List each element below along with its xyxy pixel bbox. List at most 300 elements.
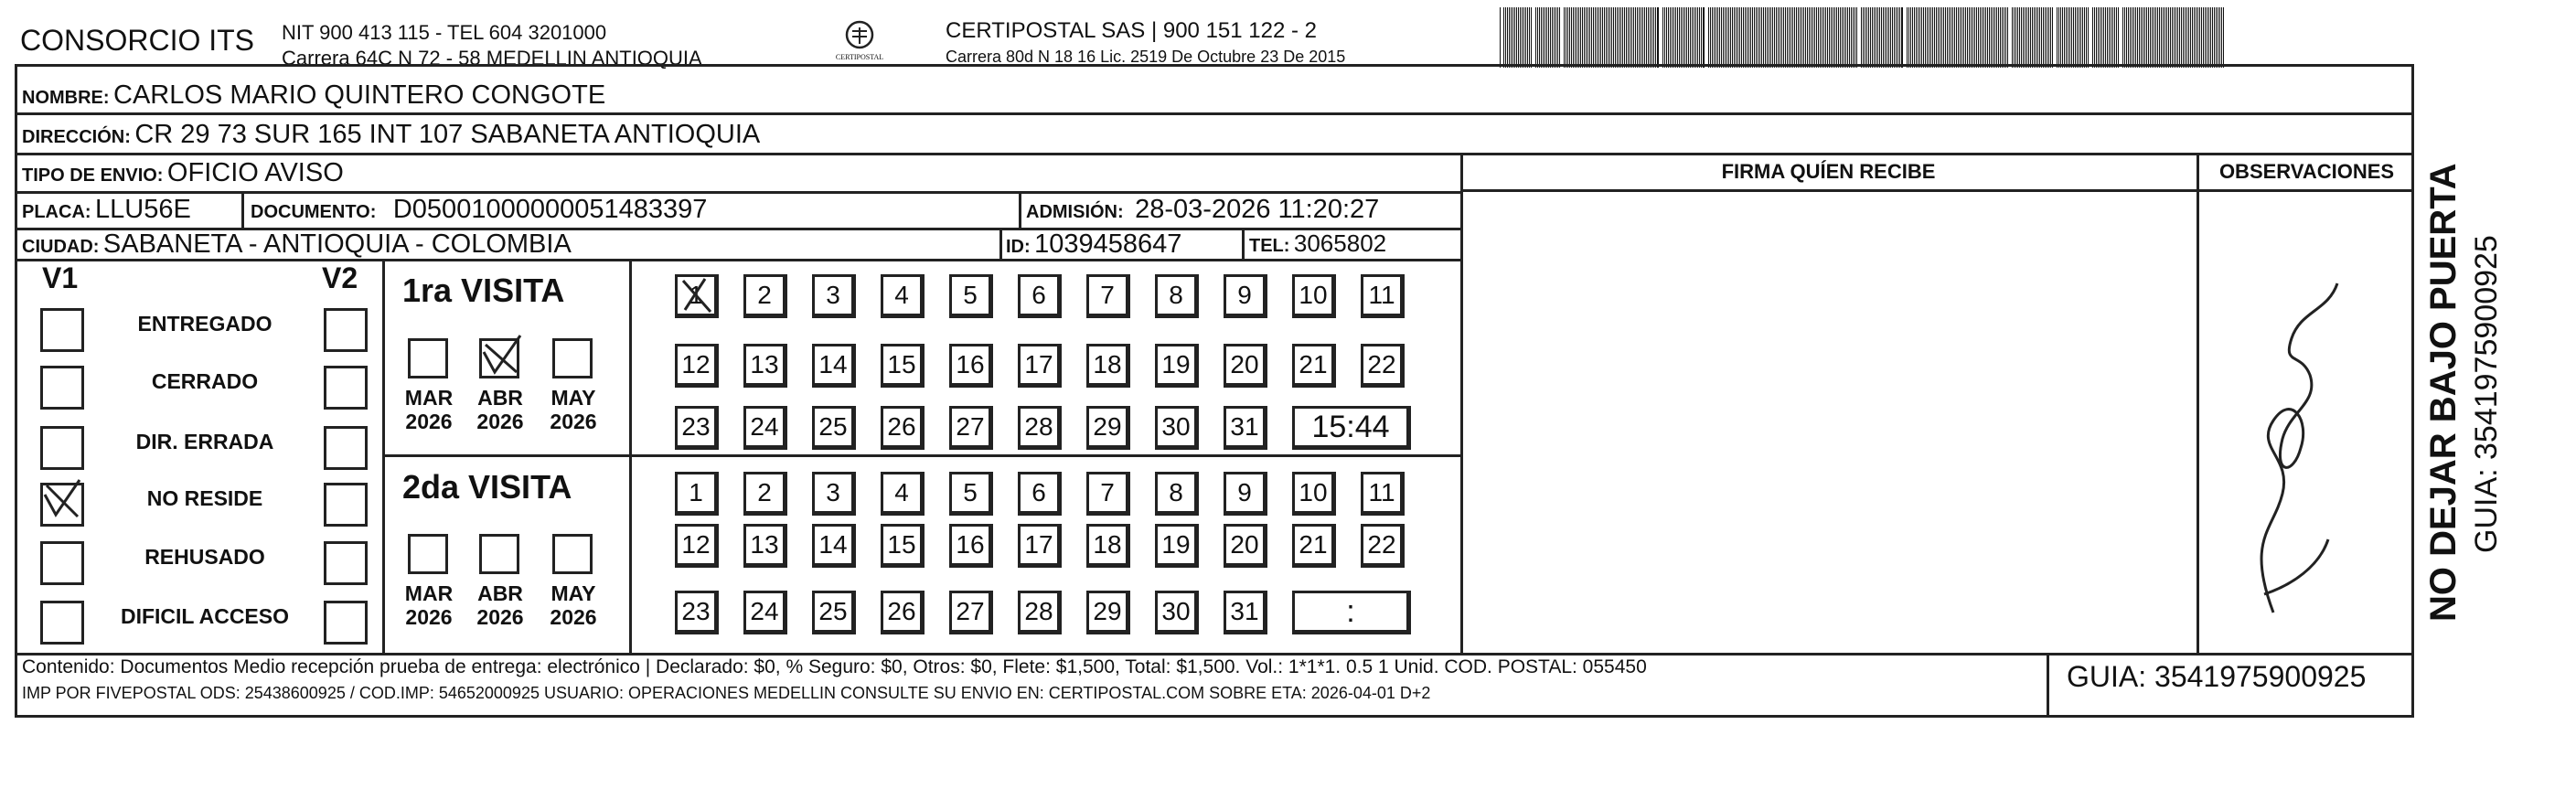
barcode-bar [1958,7,1959,68]
logo-text: CERTIPOSTAL [835,53,884,61]
v2-checkbox[interactable] [324,308,368,352]
barcode-bar [1945,7,1946,68]
certipostal-logo [832,18,887,69]
barcode-bar [2221,7,2222,68]
month-label [468,581,532,629]
day-number: 2 [757,281,772,309]
day-box[interactable] [949,591,993,634]
barcode-bar [2034,7,2035,68]
barcode-bar [2109,7,2110,68]
barcode-bar [2197,7,2198,68]
documento-label: DOCUMENTO: [251,202,377,222]
barcode-bar [1615,7,1616,68]
barcode-bar [1586,7,1587,68]
direccion-row [22,120,760,150]
day-box[interactable] [1224,591,1267,634]
admision-cell [1026,195,1379,225]
barcode-bar [1598,7,1599,68]
id-label: ID: [1006,237,1031,257]
barcode-bar [1989,7,1990,68]
footer-imp: IMP POR FIVEPOSTAL ODS: 25438600925 / COD.IMP: 54652000925 USUARIO: OPERACIONES MEDELLIN CONSULTE SU ENVIO EN: CERTIPOSTAL.COM SOBRE ETA: 2026-04-01 D+2 [22,684,1431,702]
day-box[interactable] [881,344,925,388]
barcode-bar [1914,7,1915,68]
barcode-bar [1932,7,1933,68]
month-year: 2026 [550,410,597,433]
barcode-bar [1500,7,1501,68]
barcode-bar [1897,7,1898,68]
barcode-bar [2116,7,2117,68]
barcode-bar [2041,7,2042,68]
barcode-bar [2014,7,2015,68]
day-number: 15 [887,350,916,378]
time-value: : [1346,594,1355,629]
barcode-bar [2057,7,2058,68]
day-box[interactable] [1292,524,1336,568]
barcode-bar [1805,7,1806,68]
barcode-bar [2214,7,2215,68]
barcode-bar [2069,7,2070,68]
day-box[interactable] [812,524,856,568]
barcode-bar [1673,7,1674,68]
barcode-bar [2060,7,2061,68]
barcode-bar [1512,7,1513,68]
barcode-bar [1919,7,1920,68]
day-number: 7 [1100,281,1115,309]
barcode-bar [1961,7,1962,68]
day-box[interactable] [1361,472,1405,516]
barcode-bar [1672,7,1673,68]
barcode-bar [2005,7,2006,68]
barcode-bar [2092,7,2093,68]
day-box[interactable] [812,591,856,634]
day-box[interactable] [743,591,787,634]
month-checkbox[interactable] [479,534,519,574]
day-box[interactable] [881,472,925,516]
barcode-bar [2071,7,2072,68]
barcode-bar [2043,7,2044,68]
day-box[interactable] [949,344,993,388]
day-box[interactable] [1224,274,1267,318]
nombre-value: CARLOS MARIO QUINTERO CONGOTE [113,80,606,110]
barcode-bar [1520,7,1521,68]
barcode-bar [2174,7,2175,68]
barcode-bar [1505,7,1506,68]
barcode-bar [1646,7,1647,68]
day-box[interactable] [1224,406,1267,450]
day-box[interactable] [1292,274,1336,318]
day-number: 5 [963,478,978,506]
day-box[interactable] [812,344,856,388]
barcode-bar [1877,7,1878,68]
barcode-bar [1978,7,1979,68]
barcode-bar [1916,7,1917,68]
barcode-bar [1761,7,1762,68]
v1-checkbox[interactable] [40,601,84,645]
day-number: 12 [681,350,711,378]
barcode-bar [2185,7,2186,68]
barcode-bar [2023,7,2024,68]
day-box[interactable] [675,524,719,568]
day-number: 7 [1100,478,1115,506]
status-label: CERRADO [151,369,259,393]
barcode-bar [1664,7,1665,68]
barcode-bar [1954,7,1955,68]
month-checkbox[interactable] [408,338,448,378]
barcode-bar [1845,7,1846,68]
day-number: 5 [963,281,978,309]
barcode-bar [1714,7,1715,68]
v1-checkbox[interactable] [40,426,84,470]
barcode-bar [1695,7,1696,68]
barcode-bar [1965,7,1966,68]
day-box[interactable] [743,406,787,450]
time-value: 15:44 [1311,410,1390,444]
barcode-bar [1778,7,1779,68]
month-label [397,386,461,433]
day-number: 21 [1299,350,1328,378]
barcode-bar [1936,7,1937,68]
barcode-bar [2114,7,2115,68]
day-number: 10 [1299,281,1328,309]
day-box[interactable] [812,472,856,516]
day-box[interactable] [1224,524,1267,568]
courier-name: CERTIPOSTAL SAS | 900 151 122 - 2 [946,18,1317,43]
day-box[interactable] [1361,274,1405,318]
barcode-bar [1776,7,1777,68]
day-box[interactable] [1018,344,1062,388]
day-number: 4 [894,478,909,506]
day-box[interactable] [1018,274,1062,318]
day-box[interactable] [1018,591,1062,634]
day-box[interactable] [1155,524,1199,568]
barcode-bar [2212,7,2213,68]
v1-checkbox[interactable] [40,483,84,527]
day-box[interactable] [812,406,856,450]
day-box[interactable] [1224,344,1267,388]
barcode-bar [1734,7,1735,68]
day-box[interactable] [743,274,787,318]
time-box[interactable] [1292,591,1411,634]
barcode-bar [2157,7,2158,68]
barcode-bar [1811,7,1812,68]
month-label [541,386,605,433]
day-number: 30 [1161,412,1191,441]
barcode-bar [1584,7,1585,68]
day-box[interactable] [1292,472,1336,516]
barcode-bar [1507,7,1508,68]
day-box[interactable] [1018,472,1062,516]
v1-checkbox[interactable] [40,541,84,585]
barcode-bar [1587,7,1588,68]
day-box[interactable] [1155,274,1199,318]
day-box[interactable] [1018,524,1062,568]
barcode-bar [1888,7,1889,68]
v2-checkbox[interactable] [324,601,368,645]
v2-checkbox[interactable] [324,366,368,410]
side-guia: GUIA: 3541975900925 [2469,235,2504,553]
month-year: 2026 [476,605,524,629]
barcode-bar [1650,7,1651,68]
barcode-bar [1787,7,1788,68]
barcode-bar [1836,7,1837,68]
barcode-bar [2064,7,2065,68]
v1-checkbox[interactable] [40,308,84,352]
day-number: 6 [1031,478,1046,506]
tipo-row [22,158,344,188]
barcode-bar [1803,7,1804,68]
day-box[interactable] [743,344,787,388]
barcode-bar [1657,7,1659,68]
v2-checkbox[interactable] [324,541,368,585]
day-box[interactable] [1224,472,1267,516]
barcode-bar [2025,7,2026,68]
barcode-bar [1890,7,1891,68]
check-mark-icon [478,332,524,378]
barcode-bar [2077,7,2078,68]
barcode-bar [2101,7,2102,68]
barcode-bar [2015,7,2016,68]
status-label: DIR. ERRADA [135,430,274,453]
v1-checkbox[interactable] [40,366,84,410]
placa-value: LLU56E [95,195,191,224]
barcode-bar [1555,7,1556,68]
month-checkbox[interactable] [552,338,593,378]
barcode-bar [1509,7,1510,68]
barcode-bar [2159,7,2160,68]
status-label: REHUSADO [144,545,265,569]
v2-checkbox[interactable] [324,426,368,470]
day-number: 14 [818,350,848,378]
barcode-bar [1611,7,1612,68]
barcode-bar [2075,7,2076,68]
barcode-bar [1688,7,1689,68]
admision-value: 28-03-2026 11:20:27 [1135,195,1380,224]
barcode-bar [2194,7,2195,68]
barcode-bar [2112,7,2113,68]
day-number: 17 [1024,530,1053,559]
placa-cell [22,195,191,225]
barcode-bar [1591,7,1592,68]
barcode-bar [2107,7,2108,68]
barcode-bar [1812,7,1813,68]
barcode-bar [1752,7,1753,68]
day-number: 11 [1368,478,1395,506]
day-box[interactable] [949,524,993,568]
barcode-bar [2179,7,2180,68]
barcode-bar [2205,7,2206,68]
barcode-bar [2164,7,2165,68]
month-checkbox[interactable] [552,534,593,574]
barcode-bar [1823,7,1824,68]
barcode-bar [2000,7,2001,68]
barcode-bar [1796,7,1797,68]
day-number: 23 [681,412,711,441]
day-box[interactable] [675,406,719,450]
time-box[interactable] [1292,406,1411,450]
barcode-bar [2080,7,2081,68]
month-name: MAR [404,386,454,410]
status-label: DIFICIL ACCESO [120,604,289,628]
day-number: 13 [750,530,779,559]
barcode-bar [1580,7,1581,68]
barcode-bar [1635,7,1636,68]
day-box[interactable] [1155,591,1199,634]
barcode-bar [1548,7,1549,68]
barcode-bar [2208,7,2209,68]
day-number: 18 [1093,350,1122,378]
barcode-bar [1818,7,1819,68]
barcode-bar [1974,7,1975,68]
day-box[interactable] [812,274,856,318]
barcode-bar [1772,7,1773,68]
barcode-bar [1741,7,1742,68]
barcode-bar [1571,7,1572,68]
day-box[interactable] [949,472,993,516]
day-number: 30 [1161,597,1191,625]
day-box[interactable] [1361,524,1405,568]
barcode-bar [1529,7,1530,68]
day-number: 12 [681,530,711,559]
barcode-bar [2144,7,2145,68]
barcode-bar [2124,7,2125,68]
barcode-bar [1840,7,1841,68]
day-box[interactable] [881,406,925,450]
nombre-label: NOMBRE: [22,88,110,108]
barcode-bar [1662,7,1663,68]
barcode-bar [2219,7,2220,68]
barcode-bar [2133,7,2134,68]
barcode-bar [1767,7,1768,68]
day-number: 27 [956,412,985,441]
barcode-bar [2170,7,2171,68]
company-nit: NIT 900 413 115 - TEL 604 3201000 [282,21,607,44]
barcode-bar [2130,7,2131,68]
day-number: 8 [1169,478,1183,506]
month-checkbox[interactable] [408,534,448,574]
day-box[interactable] [743,472,787,516]
month-year: 2026 [405,410,453,433]
day-box[interactable] [675,344,719,388]
barcode-bar [1781,7,1782,68]
barcode-bar [1934,7,1935,68]
barcode-bar [1732,7,1733,68]
barcode-bar [1514,7,1515,68]
day-box[interactable] [675,274,719,318]
barcode-bar [1789,7,1790,68]
day-box[interactable] [881,591,925,634]
barcode-bar [1829,7,1830,68]
barcode-bar [2019,7,2020,68]
barcode-bar [1686,7,1687,68]
tel-value: 3065802 [1293,229,1387,257]
day-number: 24 [750,412,779,441]
barcode-bar [1896,7,1897,68]
day-box[interactable] [675,591,719,634]
day-number: 25 [818,597,848,625]
barcode-bar [1930,7,1931,68]
month-name: ABR [477,581,523,605]
day-box[interactable] [675,472,719,516]
barcode-bar [1710,7,1711,68]
day-box[interactable] [1086,524,1130,568]
barcode-bar [1653,7,1654,68]
day-box[interactable] [1155,406,1199,450]
barcode-bar [1739,7,1740,68]
v2-checkbox[interactable] [324,483,368,527]
barcode-bar [1675,7,1676,68]
side-warning: NO DEJAR BAJO PUERTA [2423,163,2464,622]
barcode-bar [1600,7,1601,68]
day-box[interactable] [1086,344,1130,388]
barcode-bar [1908,7,1909,68]
day-box[interactable] [1018,406,1062,450]
day-box[interactable] [881,524,925,568]
barcode-bar [1838,7,1839,68]
day-box[interactable] [1086,274,1130,318]
day-number: 20 [1230,530,1259,559]
barcode-bar [1582,7,1583,68]
barcode-bar [1697,7,1698,68]
company-name: CONSORCIO ITS [20,24,255,57]
day-number: 8 [1169,281,1183,309]
day-number: 25 [818,412,848,441]
barcode-bar [1994,7,1995,68]
barcode-bar [1539,7,1540,68]
day-number: 27 [956,597,985,625]
day-box[interactable] [1155,472,1199,516]
barcode-bar [1894,7,1895,68]
barcode-bar [2146,7,2147,68]
nombre-row [22,80,605,111]
barcode-bar [1910,7,1911,68]
day-number: 1 [689,478,703,506]
barcode-bar [1723,7,1724,68]
day-box[interactable] [1292,344,1336,388]
day-box[interactable] [1086,591,1130,634]
barcode-bar [1642,7,1643,68]
barcode-bar [1543,7,1544,68]
day-box[interactable] [743,524,787,568]
day-box[interactable] [1086,406,1130,450]
barcode-bar [1726,7,1727,68]
barcode-bar [1648,7,1649,68]
day-number: 2 [757,478,772,506]
day-box[interactable] [949,274,993,318]
day-number: 6 [1031,281,1046,309]
day-number: 28 [1024,412,1053,441]
day-number: 20 [1230,350,1259,378]
barcode-bar [1801,7,1802,68]
barcode-bar [2037,7,2038,68]
day-box[interactable] [881,274,925,318]
barcode-bar [2050,7,2051,68]
month-checkbox[interactable] [479,338,519,378]
barcode-bar [1575,7,1576,68]
barcode-bar [1814,7,1815,68]
barcode-bar [1947,7,1948,68]
day-box[interactable] [949,406,993,450]
barcode-bar [2192,7,2193,68]
documento-value: D05001000000051483397 [392,195,708,224]
barcode-bar [1569,7,1570,68]
day-box[interactable] [1086,472,1130,516]
day-box[interactable] [1155,344,1199,388]
day-number: 4 [894,281,909,309]
barcode-bar [1825,7,1826,68]
barcode-bar [1899,7,1900,68]
day-box[interactable] [1361,344,1405,388]
day-number: 14 [818,530,848,559]
